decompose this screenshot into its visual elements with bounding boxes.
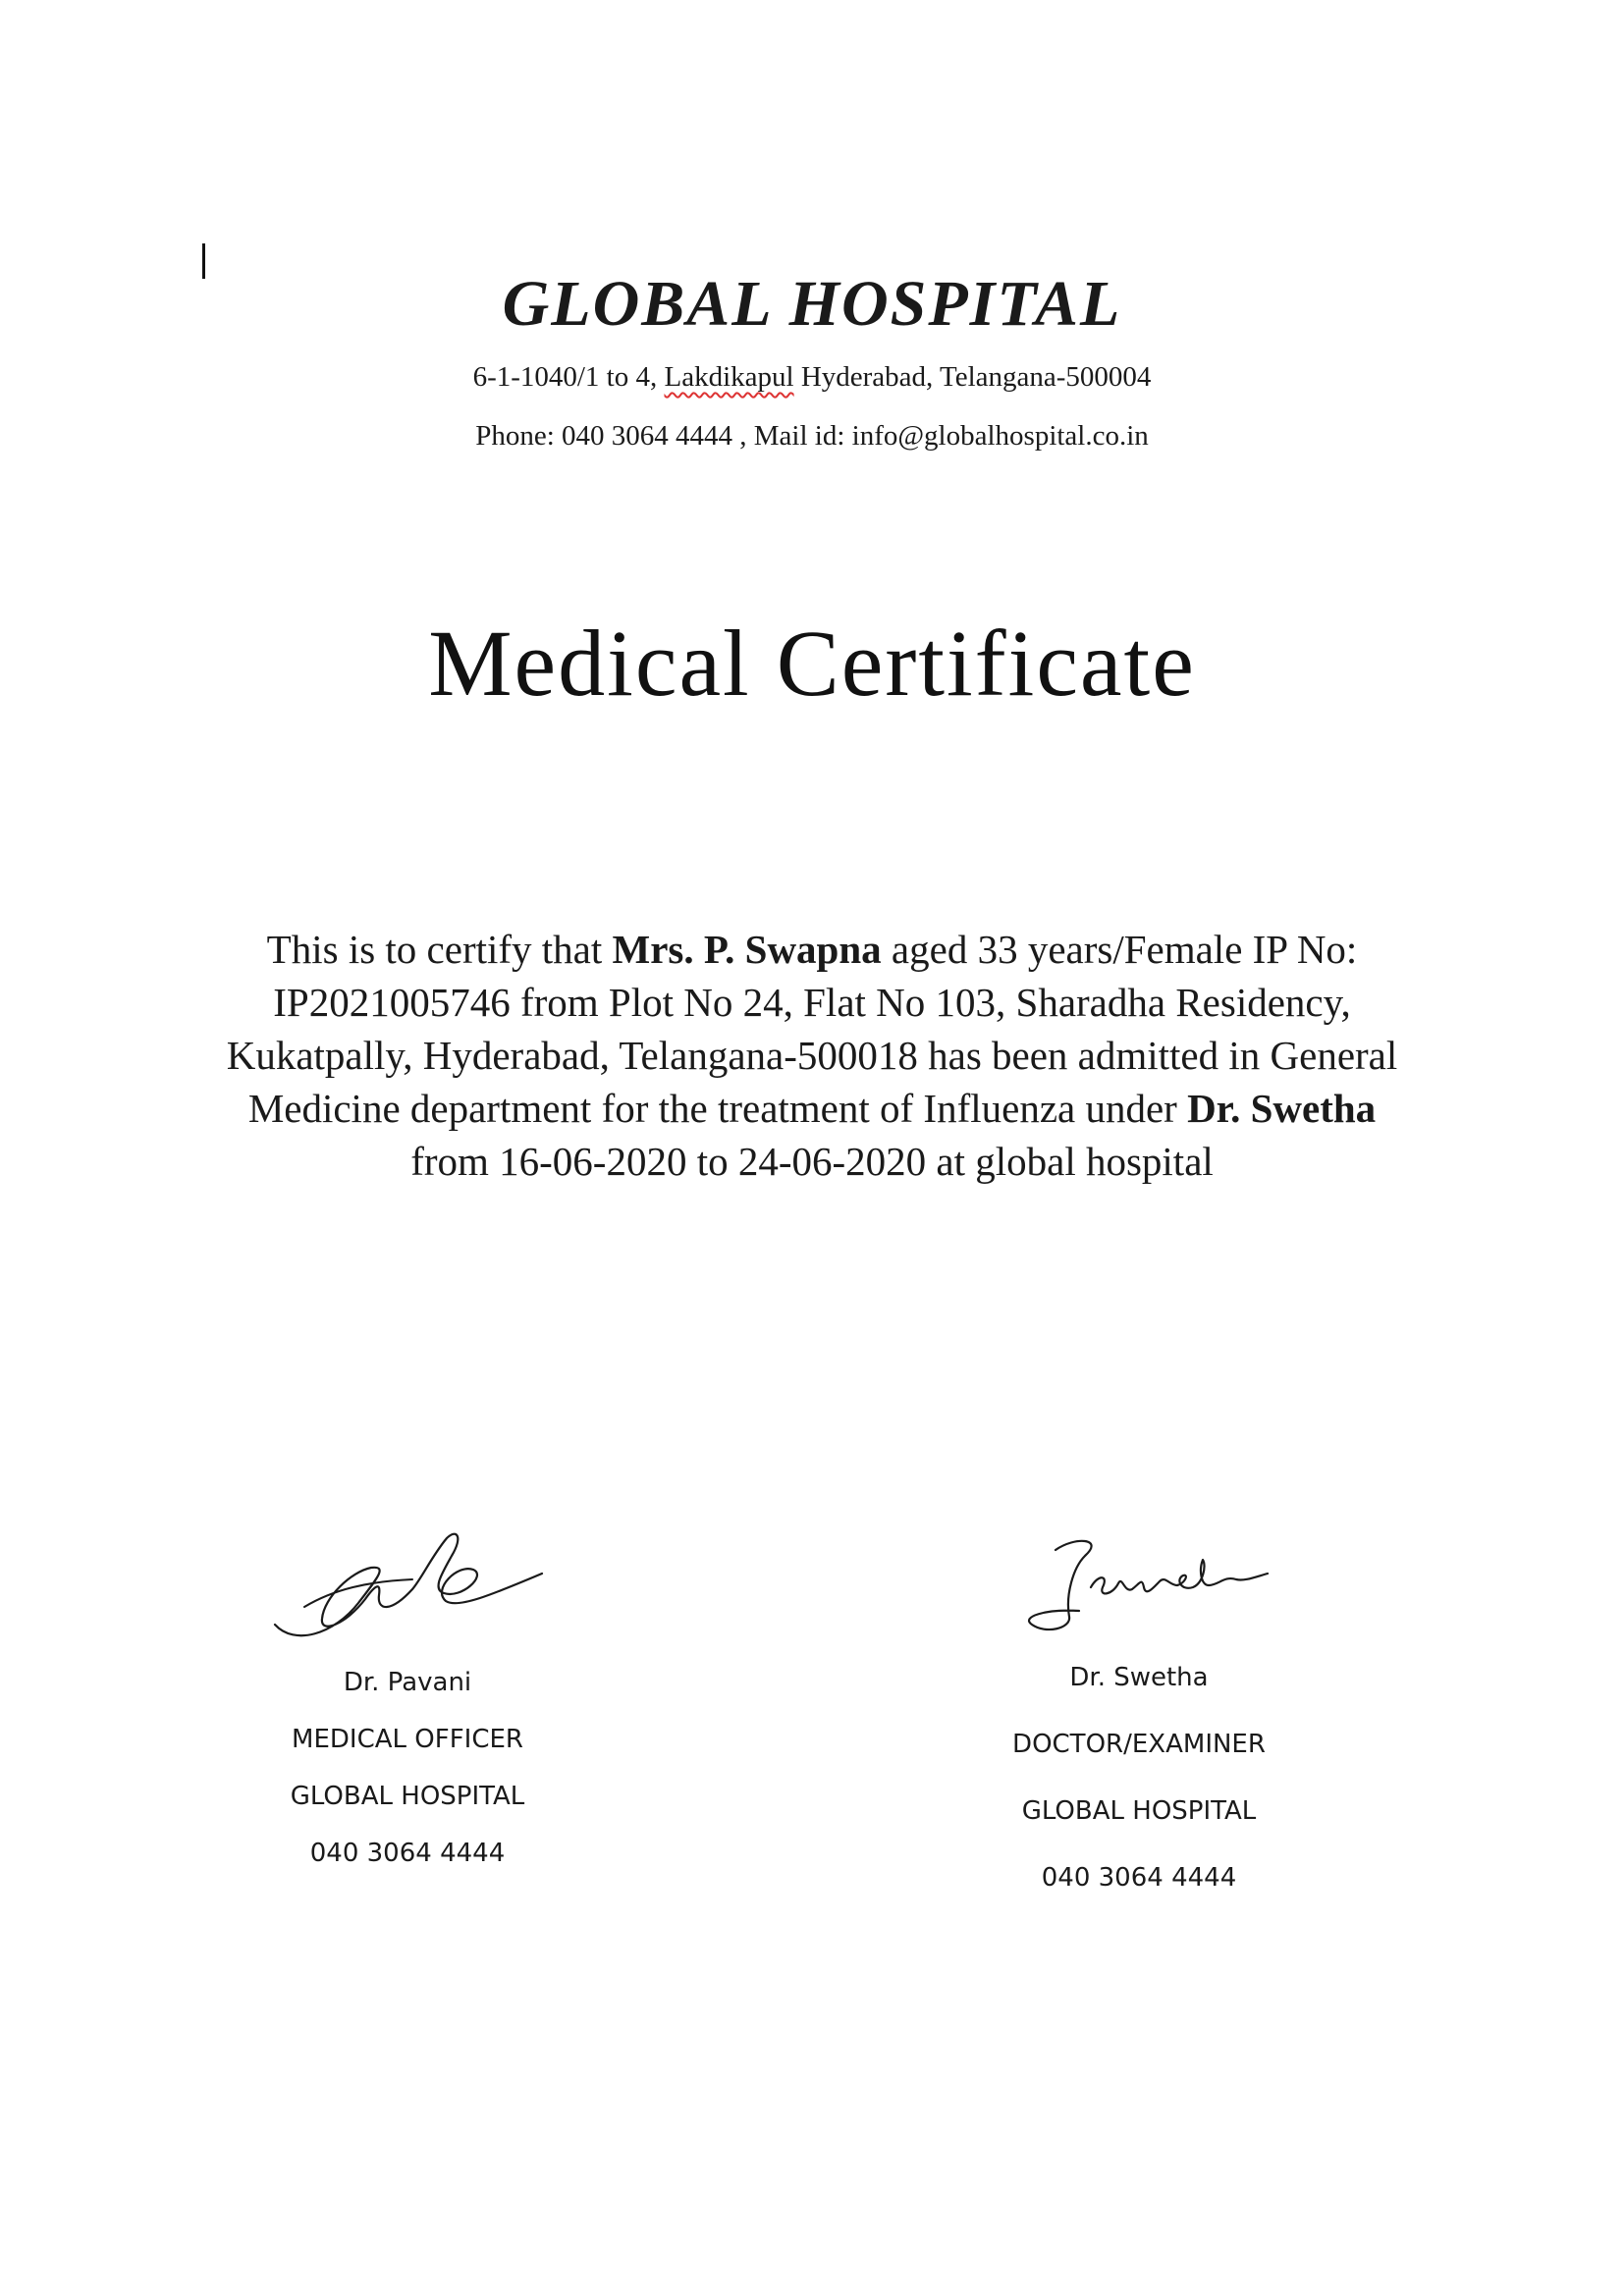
signature-swetha: [997, 1526, 1281, 1644]
patient-age-gender: aged 33 years/Female: [881, 927, 1243, 972]
certificate-intro: This is to certify that: [266, 927, 613, 972]
hospital-contact: Phone: 040 3064 4444 , Mail id: info@globalhospital.co.in: [475, 420, 1149, 452]
signatory-phone: 040 3064 4444: [309, 1839, 506, 1868]
document-title: Medical Certificate: [428, 611, 1196, 716]
signatory-examiner: [972, 1526, 1306, 1911]
treating-doctor: Dr. Swetha: [1187, 1086, 1377, 1131]
signatory-phone: 040 3064 4444: [1041, 1863, 1237, 1893]
certificate-body: [206, 923, 1418, 1188]
signatory-hospital: GLOBAL HOSPITAL: [1021, 1796, 1257, 1826]
signatory-medical-officer: [255, 1517, 560, 1882]
signatory-name: Dr. Swetha: [1069, 1663, 1209, 1692]
address-locality: Lakdikapul: [664, 361, 794, 393]
signatory-name: Dr. Pavani: [343, 1668, 472, 1697]
treatment-period: from 16-06-2020 to 24-06-2020 at global hospital: [410, 1139, 1214, 1184]
signatory-hospital: GLOBAL HOSPITAL: [290, 1782, 525, 1811]
patient-name: Mrs. P. Swapna: [612, 927, 882, 972]
signature-pavani: [265, 1517, 550, 1654]
signatory-role: DOCTOR/EXAMINER: [1012, 1730, 1266, 1759]
address-suffix: Hyderabad, Telangana-500004: [793, 361, 1152, 393]
certificate-details: IP No: IP2021005746 from Plot No 24, Flat No 103, Sharadha Residency, Kukatpally, Hyderabad, Telangana-500018 has been admitted in General Medicine department for the treatment of Influenza under: [226, 927, 1398, 1131]
hospital-name: GLOBAL HOSPITAL: [502, 268, 1122, 340]
address-prefix: 6-1-1040/1 to 4,: [472, 361, 665, 393]
letterhead: [0, 265, 1624, 455]
hospital-address: [0, 357, 1624, 397]
signatory-role: MEDICAL OFFICER: [292, 1725, 523, 1754]
